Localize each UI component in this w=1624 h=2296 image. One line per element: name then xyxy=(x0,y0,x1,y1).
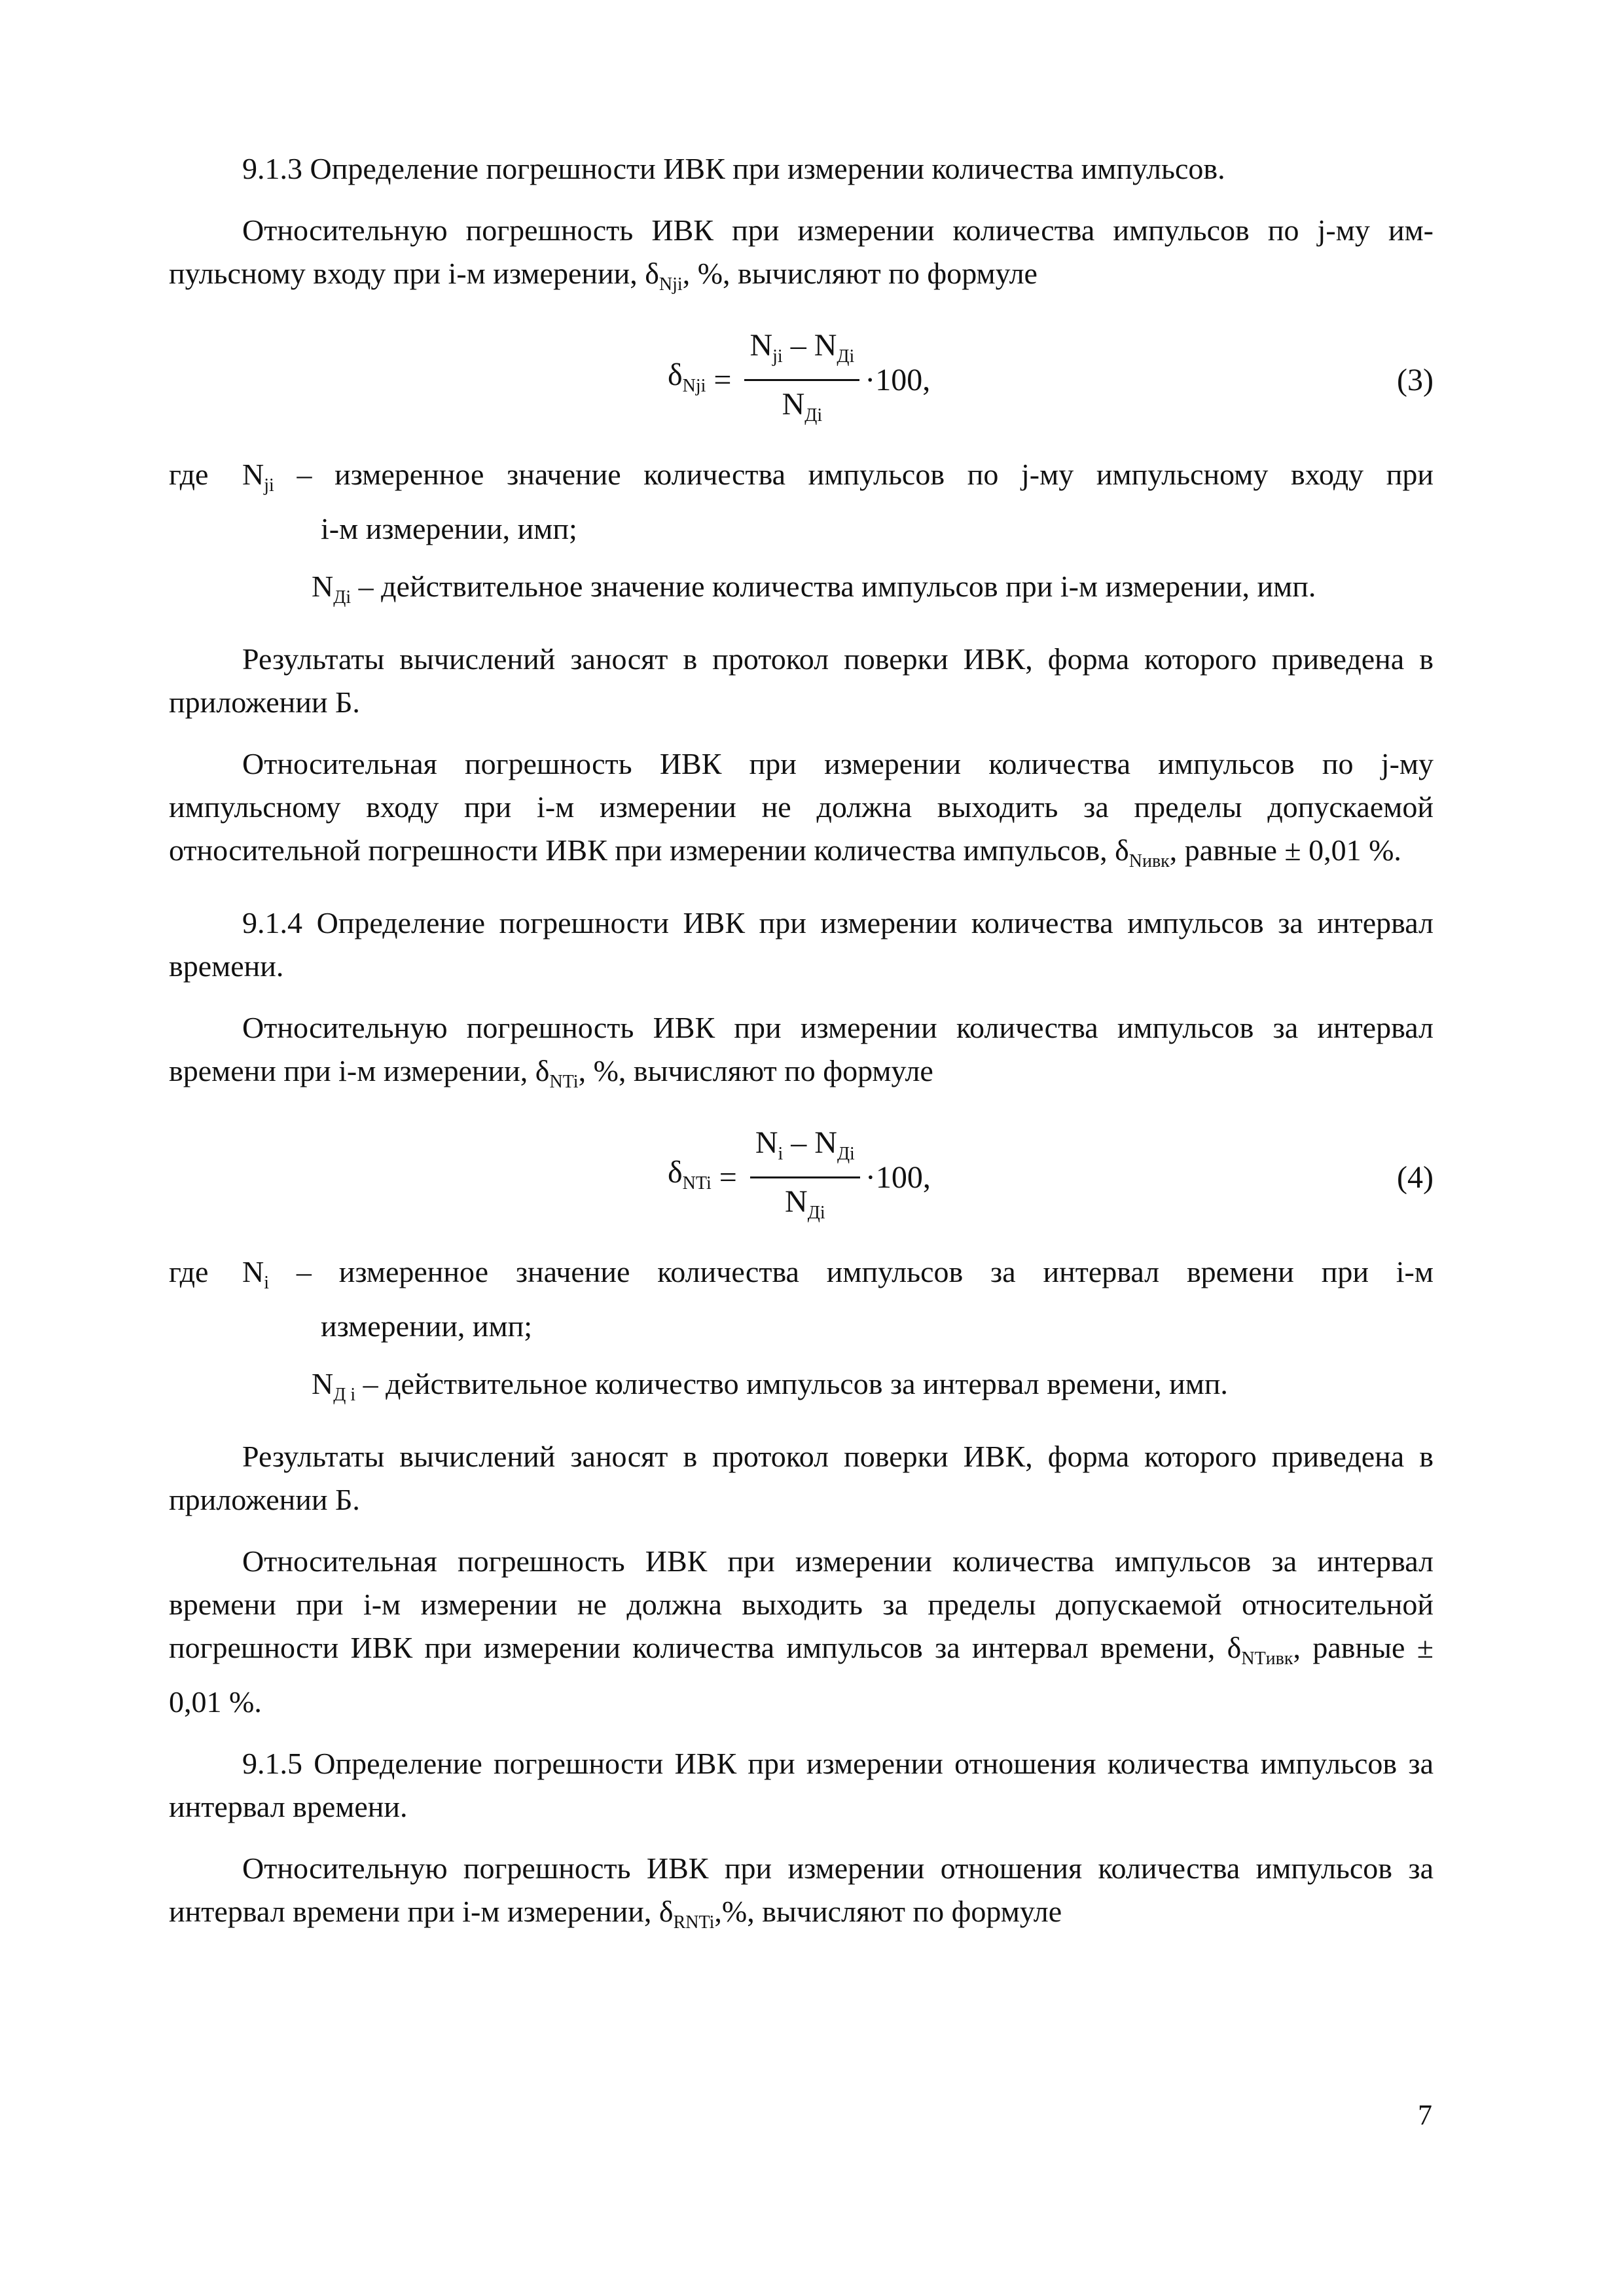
text-run: Результаты вычислений заносят в протокол поверки ИВК, форма которого приведена в приложении Б. xyxy=(169,1440,1434,1516)
text-run: Результаты вычислений заносят в протокол поверки ИВК, форма которого приведена в приложении Б. xyxy=(169,642,1434,719)
text-run: Относительную погрешность ИВК при измерении количества импульсов за интервал времени при i-м измерении, δ xyxy=(169,1011,1434,1087)
fraction xyxy=(744,325,859,437)
paragraph xyxy=(169,742,1434,883)
where-label: где xyxy=(169,458,209,491)
paragraph xyxy=(169,1435,1434,1522)
paragraph xyxy=(169,1540,1434,1724)
equation-number: (4) xyxy=(1397,1160,1434,1195)
document-page xyxy=(169,147,1434,1963)
subscript: RNTi xyxy=(673,1912,715,1933)
formula-lhs: $\delta_{NTi}$ xyxy=(668,1154,712,1194)
subscript: Nji xyxy=(659,274,683,295)
where-definitions xyxy=(169,1250,1434,1417)
section-heading-9-1-4 xyxy=(169,902,1434,988)
subscript: NTi xyxy=(549,1072,579,1092)
equation-number: (3) xyxy=(1397,363,1434,397)
definition-continuation: измерении, имп; xyxy=(321,1309,533,1343)
text-run: , равные ± 0,01 %. xyxy=(1169,833,1401,867)
text-run: Относительную погрешность ИВК при измерении отношения количества импульсов за интервал времени при i-м измерении, δ xyxy=(169,1851,1434,1928)
numerator: $N_{ji} - N_{Дi}$ xyxy=(744,325,859,381)
paragraph xyxy=(169,1847,1434,1944)
paragraph-line xyxy=(169,252,1434,306)
fraction xyxy=(750,1122,860,1234)
equals-sign: = xyxy=(719,1160,737,1195)
definition-continuation: i-м измерении, имп; xyxy=(321,512,577,545)
denominator: $N_{Дi}$ xyxy=(782,386,823,426)
equals-sign: = xyxy=(713,363,732,397)
paragraph xyxy=(169,209,1434,306)
text-run: , %, вычисляют по формуле xyxy=(578,1054,933,1087)
formula-lhs: $\delta_{Nji}$ xyxy=(668,357,706,396)
where-definitions xyxy=(169,453,1434,619)
where-line xyxy=(169,1250,1434,1305)
heading-text: 9.1.4 Определение погрешности ИВК при измерении количества импульсов за интервал времени. xyxy=(169,906,1434,983)
text-run: Относительная погрешность ИВК при измерении количества импульсов за интервал времени при i-м измерении не должна выходить за пределы допускаемой относительной погрешности ИВК при измерении количества импульсов за интервал времени, δ xyxy=(169,1544,1434,1664)
section-heading-9-1-3 xyxy=(242,147,1434,191)
heading-text: 9.1.3 Определение погрешности ИВК при измерении количества импульсов. xyxy=(242,152,1225,185)
formula-expression xyxy=(668,1122,931,1233)
formula-tail: ·100, xyxy=(865,363,931,397)
subscript: NTивк xyxy=(1241,1649,1293,1669)
formula-3 xyxy=(242,325,1434,436)
formula-expression xyxy=(668,325,930,436)
text-run: пульсному входу при i-м измерении, δ xyxy=(169,257,659,290)
denominator: $N_{Дi}$ xyxy=(785,1184,825,1223)
heading-text: 9.1.5 Определение погрешности ИВК при измерении отношения количества импульсов за интервал времени. xyxy=(169,1747,1434,1823)
numerator: $N_i - N_{Дi}$ xyxy=(750,1122,860,1178)
definition: $N_i$ – измеренное значение количества импульсов за интервал времени при i-м xyxy=(242,1255,1434,1293)
definition: $N_{Д i}$ – действительное количество импульсов за интервал времени, имп. xyxy=(312,1367,1228,1405)
text-run: , равные ± 0,01 %. xyxy=(169,1631,1434,1719)
definition: $N_{Дi}$ – действительное значение количества импульсов при i-м измерении, имп. xyxy=(312,570,1316,608)
paragraph-line: Относительную погрешность ИВК при измерении количества импульсов по j-му им- xyxy=(242,213,1434,247)
section-heading-9-1-5 xyxy=(169,1742,1434,1829)
subscript: Nивк xyxy=(1128,851,1170,871)
paragraph xyxy=(169,638,1434,724)
where-line xyxy=(169,453,1434,507)
text-run: ,%, вычисляют по формуле xyxy=(714,1895,1062,1928)
page-number: 7 xyxy=(1418,2099,1432,2131)
formula-tail: ·100, xyxy=(865,1160,931,1195)
where-label: где xyxy=(169,1255,209,1288)
text-run: Относительная погрешность ИВК при измерении количества импульсов по j-му импульсному входу при i-м измерении не должна выходить за пределы допускаемой относительной погрешности ИВК при измерении количества импульсов, δ xyxy=(169,747,1434,867)
formula-4 xyxy=(242,1122,1434,1233)
text-run: , %, вычисляют по формуле xyxy=(682,257,1038,290)
paragraph xyxy=(169,1006,1434,1104)
definition: $N_{ji}$ – измеренное значение количества импульсов по j-му импульсному входу при xyxy=(242,458,1434,496)
